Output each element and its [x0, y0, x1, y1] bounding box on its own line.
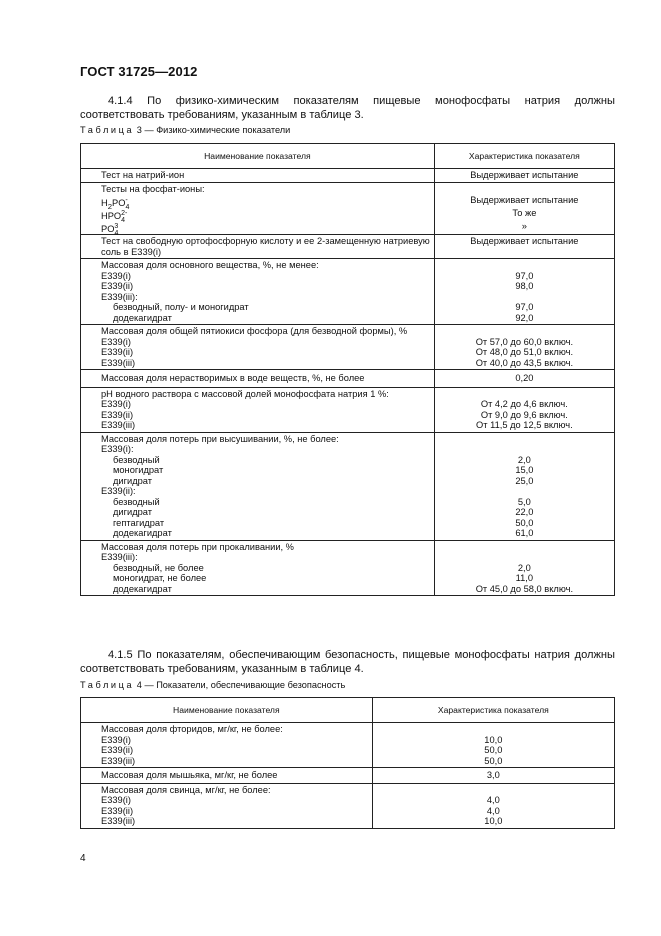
- row-sublabel: Е339(iii):: [101, 291, 138, 302]
- row-value: 50,0: [515, 517, 534, 528]
- row-value: От 11,5 до 12,5 включ.: [476, 420, 573, 430]
- table-row: [81, 723, 615, 768]
- row-sublabel: Е339(ii): [101, 745, 134, 755]
- row-value: От 4,2 до 4,6 включ.: [480, 399, 568, 409]
- table-3-caption-word: Таблица: [80, 125, 135, 135]
- row-value: 97,0: [515, 302, 534, 312]
- row-name: Массовая доля свинца, мг/кг, не более:: [101, 784, 271, 795]
- table-row: [81, 259, 615, 325]
- row-sublabel: Е339(ii): [101, 805, 134, 816]
- row-name: Массовая доля потерь при высушивании, %, не более:: [101, 433, 339, 444]
- row-value: 0,20: [515, 373, 534, 383]
- formula-hpo4: $HPO_4^{2-}$: [101, 210, 128, 224]
- row-value: 15,0: [515, 465, 534, 475]
- table-3-header-value: Характеристика показателя: [434, 144, 614, 169]
- row-name: Массовая доля мышьяка, мг/кг, не более: [101, 770, 278, 780]
- row-name: Тест на натрий-ион: [101, 170, 185, 180]
- row-sublabel: безводный, не более: [113, 562, 204, 573]
- table-4-caption-word: Таблица: [80, 680, 135, 690]
- row-sublabel: Е339(ii): [101, 347, 134, 357]
- row-value: 2,0: [517, 562, 531, 573]
- row-name: pH водного раствора с массовой долей монофосфата натрия 1 %:: [101, 388, 389, 399]
- row-value: 10,0: [484, 734, 503, 745]
- row-value: »: [521, 221, 527, 231]
- row-name: Массовая доля нерастворимых в воде веществ, %, не более: [101, 373, 365, 383]
- row-sublabel: безводный: [113, 496, 160, 507]
- table-3-caption: [80, 125, 290, 135]
- row-value: 61,0: [515, 528, 534, 538]
- row-value: 4,0: [486, 795, 500, 805]
- row-value: 2,0: [517, 454, 531, 465]
- row-sublabel: Е339(ii): [101, 281, 134, 291]
- row-sublabel: дигидрат: [113, 507, 153, 517]
- row-sublabel: додекагидрат: [113, 312, 172, 323]
- row-sublabel: Е339(ii):: [101, 486, 136, 496]
- row-name: Массовая доля основного вещества, %, не менее:: [101, 260, 319, 270]
- row-value: 10,0: [484, 816, 503, 826]
- row-sublabel: додекагидрат: [113, 528, 172, 538]
- row-value: 3,0: [486, 770, 500, 780]
- row-name: Тест на свободную ортофосфорную кислоту и ее 2-замещенную натриевую соль в Е339(i): [101, 236, 430, 257]
- row-sublabel: Е339(iii): [101, 755, 136, 766]
- row-sublabel: Е339(i): [101, 795, 131, 805]
- document-header: ГОСТ 31725—2012: [80, 64, 198, 79]
- table-3-header-name: Наименование показателя: [81, 144, 435, 169]
- page-number: 4: [80, 853, 86, 864]
- row-value: 5,0: [517, 496, 531, 507]
- row-value: Выдерживает испытание: [470, 236, 579, 246]
- row-sublabel: Е339(i): [101, 336, 131, 347]
- row-value: Выдерживает испытание: [470, 195, 579, 205]
- row-sublabel: моногидрат, не более: [113, 573, 207, 583]
- row-sublabel: безводный: [113, 454, 160, 465]
- table-4-header-value: Характеристика показателя: [372, 698, 614, 723]
- row-sublabel: Е339(i): [101, 399, 131, 409]
- row-name: Тесты на фосфат-ионы:: [101, 183, 205, 194]
- row-sublabel: Е339(iii):: [101, 552, 138, 562]
- row-sublabel: моногидрат: [113, 465, 164, 475]
- table-row: [81, 768, 615, 784]
- table-row: [81, 169, 615, 183]
- row-value: 98,0: [515, 281, 534, 291]
- row-value: 50,0: [484, 755, 503, 766]
- row-sublabel: Е339(i): [101, 734, 131, 745]
- table-row: [81, 325, 615, 370]
- row-sublabel: додекагидрат: [113, 583, 172, 594]
- table-3-caption-title: 3 — Физико-химические показатели: [136, 125, 291, 135]
- row-sublabel: безводный, полу- и моногидрат: [113, 302, 249, 312]
- row-name: Массовая доля фторидов, мг/кг, не более:: [101, 724, 283, 734]
- table-4-caption-title: 4 — Показатели, обеспечивающие безопасность: [136, 680, 346, 690]
- formula-h2po4: $H_2PO_4^-$: [101, 197, 130, 211]
- row-value: От 48,0 до 51,0 включ.: [475, 347, 574, 357]
- row-sublabel: Е339(ii): [101, 409, 134, 420]
- table-4-caption: [80, 680, 345, 690]
- row-value: От 45,0 до 58,0 включ.: [475, 583, 574, 594]
- row-value: От 9,0 до 9,6 включ.: [480, 409, 568, 420]
- row-name: Массовая доля общей пятиокиси фосфора (для безводной формы), %: [101, 326, 408, 336]
- row-sublabel: Е339(iii): [101, 420, 136, 430]
- table-4-header-name: Наименование показателя: [81, 698, 373, 723]
- table-row: [81, 540, 615, 596]
- row-sublabel: Е339(iii): [101, 816, 136, 826]
- row-value: То же: [512, 208, 537, 218]
- table-4: [80, 697, 615, 829]
- table-row: [81, 432, 615, 540]
- row-sublabel: гептагидрат: [113, 517, 165, 528]
- row-sublabel: Е339(i): [101, 270, 131, 281]
- row-value: 50,0: [484, 745, 503, 755]
- row-value: Выдерживает испытание: [470, 170, 579, 180]
- paragraph-4-1-4: 4.1.4 По физико-химическим показателям пищевые монофосфаты натрия должны соответствовать требованиям, указанным в таблице 3.: [80, 95, 615, 121]
- row-value: От 57,0 до 60,0 включ.: [475, 336, 574, 347]
- row-value: 97,0: [515, 270, 534, 281]
- table-row: [81, 235, 615, 259]
- table-3: [80, 143, 615, 596]
- row-sublabel: Е339(iii): [101, 357, 136, 368]
- row-name: Массовая доля потерь при прокаливании, %: [101, 541, 294, 552]
- table-row: [81, 783, 615, 828]
- row-value: 22,0: [515, 507, 534, 517]
- row-value: От 40,0 до 43,5 включ.: [475, 357, 574, 368]
- row-value: 25,0: [515, 475, 534, 486]
- row-value: 4,0: [486, 805, 500, 816]
- table-row: [81, 387, 615, 432]
- row-sublabel: дигидрат: [113, 475, 153, 486]
- row-value: 92,0: [515, 312, 534, 323]
- paragraph-4-1-5: 4.1.5 По показателям, обеспечивающим безопасность, пищевые монофосфаты натрия должны соответствовать требованиям, указанным в таблице 4.: [80, 649, 615, 675]
- table-row: [81, 182, 615, 235]
- row-sublabel: Е339(i):: [101, 444, 134, 454]
- row-value: 11,0: [515, 573, 534, 583]
- formula-po4: $PO_4^3$: [101, 223, 119, 237]
- table-row: [81, 370, 615, 388]
